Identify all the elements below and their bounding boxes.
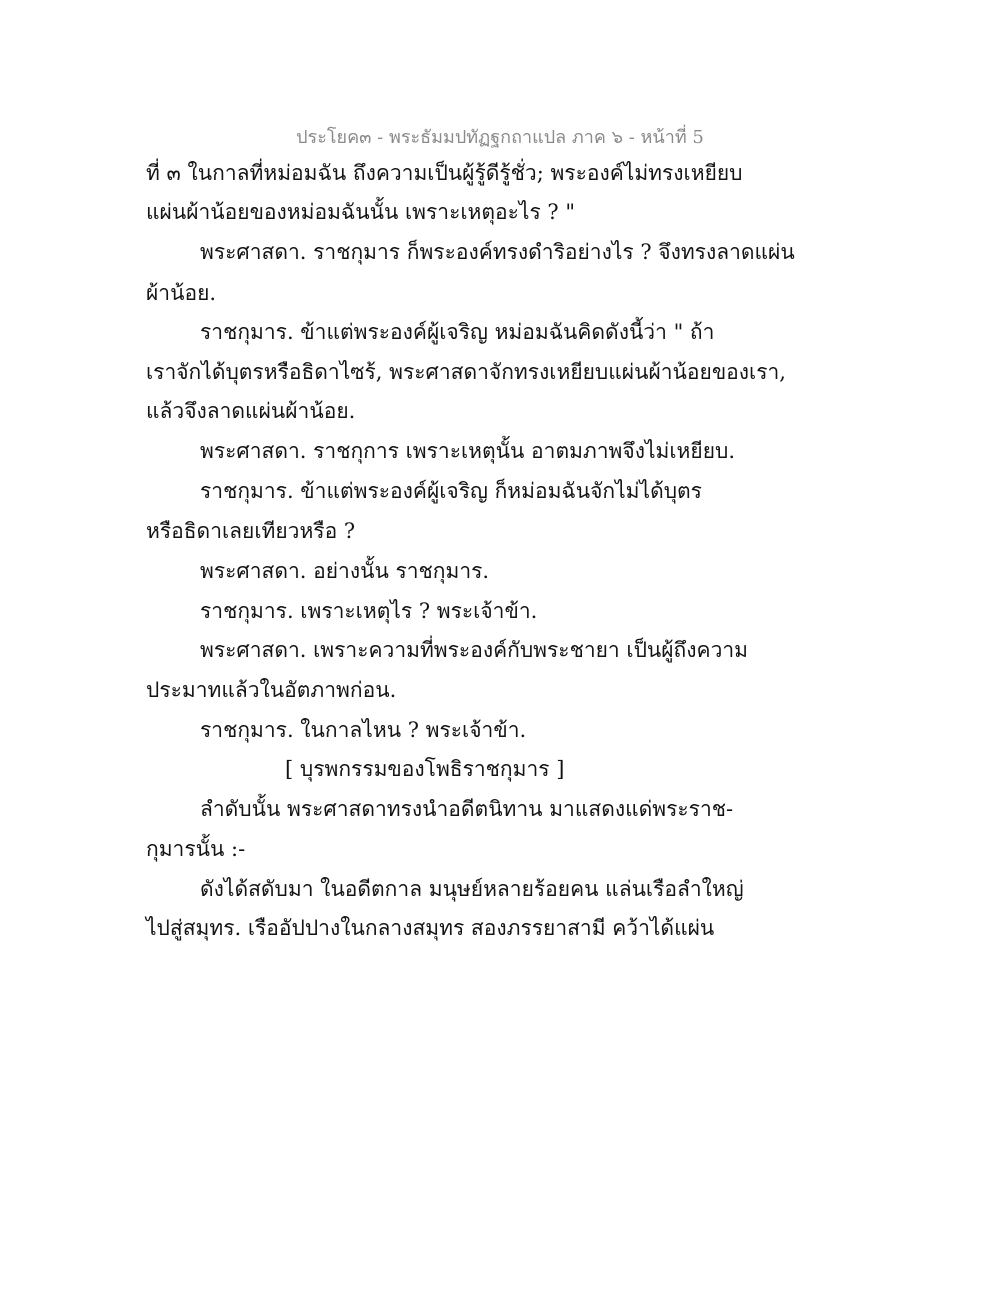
text-line-19: ดังได้สดับมา ในอดีตกาล มนุษย์หลายร้อยคน แล่นเรือลำใหญ่ xyxy=(200,877,744,901)
text-line-2: แผ่นผ้าน้อยของหม่อมฉันนั้น เพราะเหตุอะไร ? " xyxy=(146,200,576,224)
text-line-14: ประมาทแล้วในอัตภาพก่อน. xyxy=(146,678,397,702)
text-line-1: ที่ ๓ ในกาลที่หม่อมฉัน ถึงความเป็นผู้รู้ดีรู้ชั่ว; พระองค์ไม่ทรงเหยียบ xyxy=(146,161,743,185)
text-line-6: เราจักได้บุตรหรือธิดาไซร้, พระศาสดาจักทรงเหยียบแผ่นผ้าน้อยของเรา, xyxy=(146,360,786,384)
text-line-17: ลำดับนั้น พระศาสดาทรงนำอดีตนิทาน มาแสดงแด่พระราช- xyxy=(200,797,734,821)
text-line-12: ราชกุมาร. เพราะเหตุไร ? พระเจ้าข้า. xyxy=(200,599,538,623)
text-line-18: กุมารนั้น :- xyxy=(146,837,246,861)
text-line-15: ราชกุมาร. ในกาลไหน ? พระเจ้าข้า. xyxy=(200,718,527,742)
text-line-5: ราชกุมาร. ข้าแต่พระองค์ผู้เจริญ หม่อมฉันคิดดังนี้ว่า " ถ้า xyxy=(200,320,715,344)
text-line-4: ผ้าน้อย. xyxy=(146,281,217,305)
text-line-8: พระศาสดา. ราชกุการ เพราะเหตุนั้น อาตมภาพจึงไม่เหยียบ. xyxy=(200,439,735,463)
text-line-9: ราชกุมาร. ข้าแต่พระองค์ผู้เจริญ ก็หม่อมฉันจักไม่ได้บุตร xyxy=(200,479,702,503)
text-line-3: พระศาสดา. ราชกุมาร ก็พระองค์ทรงดำริอย่างไร ? จึงทรงลาดแผ่น xyxy=(200,240,795,264)
running-header: ประโยค๓ - พระธัมมปทัฏฐกถาแปล ภาค ๖ - หน้าที่ 5 xyxy=(296,127,704,148)
text-line-20: ไปสู่สมุทร. เรืออัปปางในกลางสมุทร สองภรรยาสามี คว้าได้แผ่น xyxy=(146,916,715,940)
text-line-11: พระศาสดา. อย่างนั้น ราชกุมาร. xyxy=(200,559,490,583)
section-heading: [ บุรพกรรมของโพธิราชกุมาร ] xyxy=(285,757,565,781)
text-line-10: หรือธิดาเลยเทียวหรือ ? xyxy=(146,519,356,543)
text-line-7: แล้วจึงลาดแผ่นผ้าน้อย. xyxy=(146,399,356,423)
text-line-13: พระศาสดา. เพราะความที่พระองค์กับพระชายา เป็นผู้ถึงความ xyxy=(200,638,748,662)
